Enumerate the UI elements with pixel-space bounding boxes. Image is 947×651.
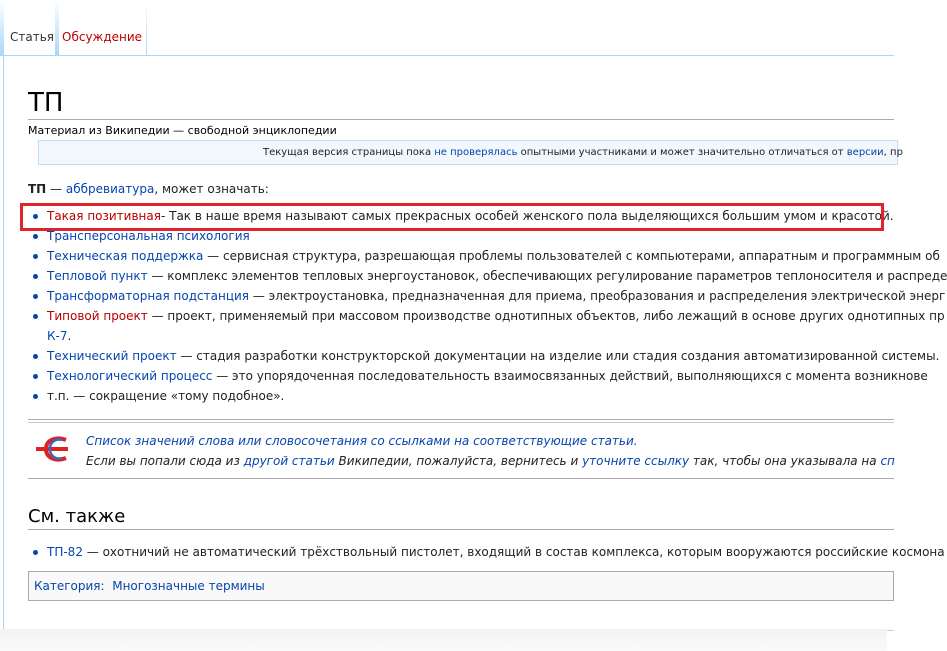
bullet-icon xyxy=(33,314,38,319)
intro-line xyxy=(28,182,269,196)
entry-text: — комплекс элементов тепловых энергоустановок, обеспечивающих регулирование параметров теплоносителя и распреде xyxy=(147,269,947,283)
notice-text: Текущая версия страницы пока xyxy=(263,147,435,158)
title-underline xyxy=(28,119,894,120)
versions-link[interactable]: версии xyxy=(846,147,884,158)
disambiguation-notice xyxy=(28,419,894,479)
entry-link[interactable]: Технологический процесс xyxy=(47,369,213,383)
page-footer-shade xyxy=(0,629,887,651)
notice-text: опытными участниками и может значительно отличаться от xyxy=(517,147,847,158)
disambiguation-icon xyxy=(36,436,70,462)
page-tabs xyxy=(0,0,887,56)
notice-text: Если вы попали сюда из xyxy=(86,454,244,468)
intro-dash: — xyxy=(46,182,66,196)
disambiguation-line1[interactable]: Список значений слова или словосочетания со ссылками на соответствующие статьи. xyxy=(86,434,638,448)
bullet-icon xyxy=(33,374,38,379)
entry-link[interactable]: Техническая поддержка xyxy=(47,249,204,263)
unchecked-link[interactable]: не проверялась xyxy=(434,147,518,158)
entry-link[interactable]: Типовой проект xyxy=(47,309,148,323)
tab-divider xyxy=(0,0,4,56)
bullet-icon xyxy=(33,254,38,259)
list-item xyxy=(28,386,898,406)
site-subtitle: Материал из Википедии — свободной энциклопедии xyxy=(28,124,337,137)
list-item xyxy=(28,346,940,366)
see-also-link[interactable]: ТП-82 xyxy=(47,545,83,559)
intro-term: ТП xyxy=(28,182,47,196)
entry-text: . xyxy=(67,329,72,343)
bullet-icon xyxy=(33,550,38,555)
abbreviation-link[interactable]: аббревиатура xyxy=(65,182,155,196)
article-content xyxy=(3,55,947,631)
entry-link[interactable]: Такая позитивная xyxy=(47,209,161,223)
notice-text: так, чтобы она указывала на xyxy=(689,454,881,468)
tab-divider xyxy=(55,0,59,56)
list-item xyxy=(28,246,940,266)
see-also-list xyxy=(28,542,945,562)
notice-text: , пр xyxy=(883,147,903,158)
bullet-icon xyxy=(33,274,38,279)
see-also-underline xyxy=(28,529,894,530)
entry-text: — сервисная структура, разрешающая проблемы пользователей с компьютерами, аппаратным и программным об xyxy=(203,249,940,263)
category-links xyxy=(28,571,894,601)
category-label[interactable]: Категория xyxy=(34,579,101,593)
entry-link[interactable]: Трансформаторная подстанция xyxy=(47,289,250,303)
entry-text: — охотничий не автоматический трёхствольный пистолет, входящий в состав комплекса, которым вооружаются российские космона xyxy=(82,545,945,559)
entry-link[interactable]: Тепловой пункт xyxy=(47,269,148,283)
tab-article[interactable]: Статья xyxy=(10,30,55,44)
meanings-list xyxy=(28,206,947,406)
entry-text: т.п. — сокращение «тому подобное». xyxy=(47,389,285,403)
tab-divider xyxy=(146,0,147,56)
intro-rest: , может означать: xyxy=(154,182,269,196)
bullet-icon xyxy=(33,354,38,359)
entry-text: — электроустановка, предназначенная для приема, преобразования и распределения электрической энерг xyxy=(249,289,946,303)
highlight-annotation xyxy=(20,203,884,231)
entry-text: - Так в наше время называют самых прекрасных особей женского пола выделяющихся большим умом и красотой. xyxy=(160,209,894,223)
other-article-link[interactable]: другой статьи xyxy=(243,454,335,468)
disambiguation-line2 xyxy=(86,454,895,468)
bullet-icon xyxy=(33,294,38,299)
entry-text: — это упорядоченная последовательность взаимосвязанных действий, выполняющихся с момента возникнове xyxy=(212,369,928,383)
category-colon: : xyxy=(100,579,105,593)
list-item xyxy=(28,306,945,346)
entry-link[interactable]: Трансперсональная психология xyxy=(47,229,250,243)
see-also-heading: См. также xyxy=(28,506,126,527)
fix-link-link[interactable]: уточните ссылку xyxy=(582,454,690,468)
flagged-revisions-notice xyxy=(38,140,903,165)
notice-text: Википедии, пожалуйста, вернитесь и xyxy=(334,454,583,468)
tab-talk[interactable]: Обсуждение xyxy=(62,30,143,44)
bullet-icon xyxy=(33,394,38,399)
page-title: ТП xyxy=(28,88,64,118)
list-item xyxy=(28,286,946,306)
k7-link[interactable]: К-7 xyxy=(47,329,68,343)
list-item xyxy=(28,266,947,286)
entry-link[interactable]: Технический проект xyxy=(47,349,177,363)
entry-text: — стадия разработки конструкторской документации на изделие или стадия создания автоматизированной системы. xyxy=(176,349,940,363)
bullet-icon xyxy=(33,234,38,239)
target-link[interactable]: сп xyxy=(880,454,895,468)
list-item xyxy=(28,366,928,386)
list-item xyxy=(28,542,945,562)
entry-text: — проект, применяемый при массовом производстве однотипных объектов, либо лежащий в основе других однотипных пр xyxy=(147,309,945,323)
category-item[interactable]: Многозначные термины xyxy=(112,579,265,593)
